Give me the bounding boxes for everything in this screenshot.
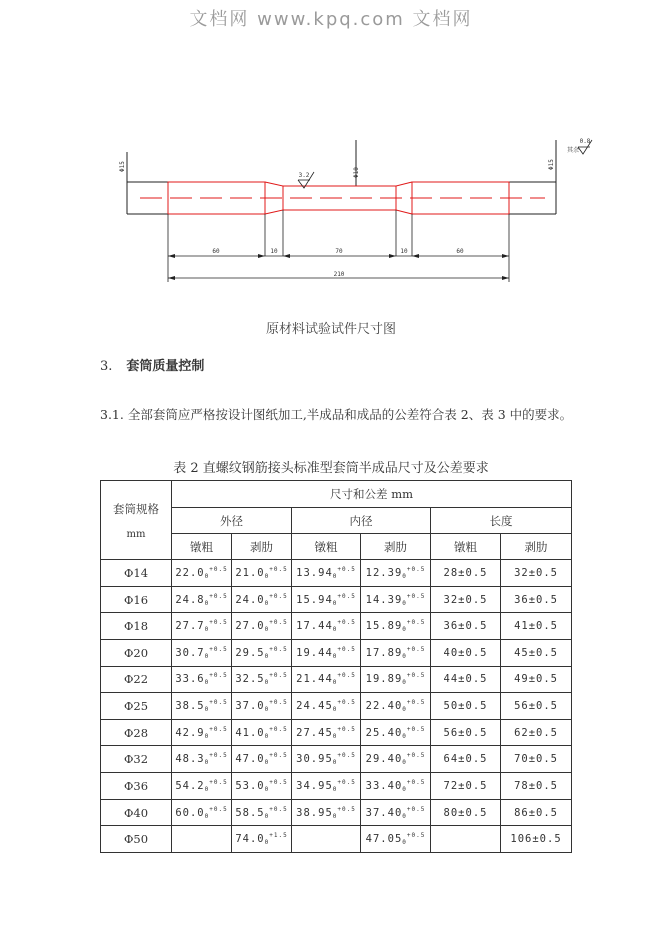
specimen-drawing (0, 0, 662, 300)
roughness-mid: 3.2 (298, 172, 310, 179)
cell-od-upset (172, 666, 232, 693)
cell-od-upset-value: 54.2 (175, 779, 205, 792)
cell-id-stripped-lower-tol: 0 (402, 572, 407, 580)
cell-id-upset-lower-tol: 0 (332, 732, 338, 740)
cell-id-stripped (361, 746, 431, 773)
cell-id-upset-lower-tol: 0 (332, 812, 338, 820)
cell-id-stripped-lower-tol: 0 (402, 706, 407, 714)
dim-70: 70 (335, 248, 343, 255)
cell-od-upset-upper-tol: +0.5 (209, 778, 228, 786)
cell-length-stripped: 32±0.5 (501, 560, 572, 587)
table-row (101, 586, 572, 613)
cell-length-stripped: 106±0.5 (501, 826, 572, 853)
cell-od-stripped-upper-tol: +0.5 (269, 805, 288, 813)
cell-od-upset-lower-tol: 0 (204, 759, 210, 767)
cell-id-stripped-upper-tol: +0.5 (406, 592, 426, 600)
cell-od-upset-upper-tol: +0.5 (209, 672, 228, 680)
table-row (101, 746, 572, 773)
cell-id-stripped-lower-tol: 0 (402, 759, 407, 767)
cell-spec: Φ18 (101, 613, 172, 640)
cell-length-upset: 40±0.5 (431, 639, 501, 666)
cell-od-stripped-value: 74.0 (235, 833, 265, 846)
cell-length-upset: 36±0.5 (431, 613, 501, 640)
cell-id-upset (292, 639, 361, 666)
roughness-other-label: 其余 (567, 147, 580, 154)
cell-od-upset-value: 42.9 (175, 726, 205, 739)
cell-id-stripped-value: 19.89 (365, 673, 403, 686)
tolerance-table (100, 480, 572, 853)
cell-id-stripped-upper-tol: +0.5 (406, 752, 426, 760)
cell-od-upset-upper-tol: +0.5 (209, 645, 228, 653)
cell-spec: Φ22 (101, 666, 172, 693)
cell-id-upset-lower-tol: 0 (332, 706, 338, 714)
cell-od-stripped (232, 639, 292, 666)
table-row (101, 560, 572, 587)
cell-od-stripped-lower-tol: 0 (264, 812, 270, 820)
cell-od-upset (172, 586, 232, 613)
cell-id-upset (292, 586, 361, 613)
cell-id-upset-value: 13.94 (296, 566, 333, 579)
cell-od-stripped (232, 826, 292, 853)
cell-od-upset-lower-tol: 0 (204, 785, 210, 793)
cell-length-upset: 32±0.5 (431, 586, 501, 613)
cell-id-upset-lower-tol: 0 (332, 785, 338, 793)
cell-od-stripped-value: 27.0 (235, 620, 265, 633)
cell-id-stripped-lower-tol: 0 (402, 679, 407, 687)
cell-od-stripped (232, 560, 292, 587)
cell-od-upset (172, 826, 232, 853)
cell-id-stripped-value: 33.40 (365, 779, 403, 792)
cell-od-stripped (232, 613, 292, 640)
cell-od-stripped-lower-tol: 0 (264, 759, 270, 767)
cell-od-stripped-value: 41.0 (235, 726, 265, 739)
cell-od-upset (172, 799, 232, 826)
cell-spec: Φ50 (101, 826, 172, 853)
cell-id-stripped-lower-tol: 0 (402, 732, 407, 740)
cell-od-stripped-upper-tol: +0.5 (269, 699, 288, 707)
cell-id-stripped-value: 17.89 (365, 646, 403, 659)
cell-od-upset-lower-tol: 0 (204, 732, 210, 740)
cell-od-stripped-value: 32.5 (235, 673, 265, 686)
header-spec-line2: mm (126, 528, 146, 540)
table-row (101, 799, 572, 826)
cell-id-upset-upper-tol: +0.5 (337, 619, 356, 627)
table-row (101, 693, 572, 720)
sub-header: 镦粗 (172, 534, 232, 560)
diam-left: Φ15 (119, 161, 126, 172)
cell-length-stripped: 36±0.5 (501, 586, 572, 613)
cell-od-stripped-value: 24.0 (235, 593, 265, 606)
dim-10-right: 10 (400, 248, 408, 255)
table-row (101, 613, 572, 640)
cell-od-upset-lower-tol: 0 (204, 679, 210, 687)
cell-id-stripped-value: 14.39 (365, 593, 403, 606)
cell-id-upset-upper-tol: +0.5 (337, 645, 356, 653)
cell-id-upset-lower-tol: 0 (332, 759, 338, 767)
cell-id-upset-value: 19.44 (296, 646, 333, 659)
cell-id-stripped-lower-tol: 0 (402, 785, 407, 793)
cell-spec: Φ28 (101, 719, 172, 746)
cell-id-stripped-lower-tol: 0 (402, 839, 407, 847)
cell-id-stripped (361, 560, 431, 587)
cell-od-stripped-upper-tol: +0.5 (269, 752, 288, 760)
cell-id-stripped-upper-tol: +0.5 (406, 672, 426, 680)
cell-length-stripped: 62±0.5 (501, 719, 572, 746)
cell-id-stripped (361, 826, 431, 853)
cell-od-stripped-value: 21.0 (235, 566, 265, 579)
cell-id-stripped (361, 666, 431, 693)
cell-spec: Φ16 (101, 586, 172, 613)
cell-id-upset-upper-tol: +0.5 (337, 672, 356, 680)
cell-id-stripped-lower-tol: 0 (402, 812, 407, 820)
cell-id-stripped-upper-tol: +0.5 (406, 645, 426, 653)
cell-length-upset: 64±0.5 (431, 746, 501, 773)
cell-spec: Φ20 (101, 639, 172, 666)
cell-od-stripped (232, 586, 292, 613)
cell-id-stripped-upper-tol: +0.5 (406, 699, 426, 707)
cell-id-upset-value: 24.45 (296, 700, 333, 713)
cell-id-stripped-value: 47.05 (365, 833, 403, 846)
cell-length-stripped: 49±0.5 (501, 666, 572, 693)
cell-id-upset-lower-tol: 0 (332, 572, 338, 580)
cell-spec: Φ32 (101, 746, 172, 773)
cell-od-upset-upper-tol: +0.5 (209, 619, 228, 627)
cell-od-stripped (232, 746, 292, 773)
table-row (101, 719, 572, 746)
cell-id-upset (292, 799, 361, 826)
cell-length-stripped: 70±0.5 (501, 746, 572, 773)
cell-id-upset-value: 34.95 (296, 779, 333, 792)
cell-length-stripped: 86±0.5 (501, 799, 572, 826)
cell-length-upset: 72±0.5 (431, 773, 501, 800)
watermark: 文档网 www.kpq.com 文档网 (189, 9, 473, 30)
header-spec-line1: 套筒规格 (113, 501, 159, 516)
cell-id-upset-value: 30.95 (296, 753, 333, 766)
cell-id-stripped-upper-tol: +0.5 (406, 805, 426, 813)
cell-od-upset-value: 48.3 (175, 753, 205, 766)
cell-od-stripped-upper-tol: +0.5 (269, 778, 288, 786)
bar-outline (127, 140, 556, 214)
cell-id-upset (292, 746, 361, 773)
cell-id-upset-lower-tol: 0 (332, 626, 338, 634)
diam-mid: Φ10 (353, 167, 360, 178)
cell-length-upset: 28±0.5 (431, 560, 501, 587)
cell-length-stripped: 41±0.5 (501, 613, 572, 640)
cell-id-stripped-upper-tol: +0.5 (406, 619, 426, 627)
cell-length-upset (431, 826, 501, 853)
cell-id-upset-lower-tol: 0 (332, 679, 338, 687)
cell-spec: Φ36 (101, 773, 172, 800)
sub-header: 剥肋 (361, 534, 431, 560)
diam-right: Φ15 (548, 159, 555, 170)
cell-od-stripped-lower-tol: 0 (264, 839, 270, 847)
cell-od-stripped-upper-tol: +0.5 (269, 725, 288, 733)
section-number: 3. (100, 359, 113, 374)
cell-id-stripped-upper-tol: +0.5 (406, 832, 426, 840)
cell-id-upset (292, 666, 361, 693)
cell-id-stripped-upper-tol: +0.5 (406, 565, 426, 573)
cell-length-upset: 56±0.5 (431, 719, 501, 746)
cell-od-upset-value: 38.5 (175, 700, 205, 713)
section-heading (100, 355, 204, 374)
cell-od-upset-value: 33.6 (175, 673, 205, 686)
cell-od-upset-value: 27.7 (175, 620, 205, 633)
header-group-length: 长度 (431, 508, 572, 534)
cell-od-stripped-lower-tol: 0 (264, 626, 270, 634)
cell-od-upset (172, 560, 232, 587)
cell-od-stripped-value: 53.0 (235, 779, 265, 792)
cell-od-upset-value: 30.7 (175, 646, 205, 659)
dim-10-left: 10 (270, 248, 278, 255)
dim-60-right: 60 (456, 248, 464, 255)
dim-60-left: 60 (212, 248, 220, 255)
cell-id-stripped (361, 799, 431, 826)
cell-id-upset (292, 560, 361, 587)
cell-od-upset-lower-tol: 0 (204, 572, 210, 580)
cell-od-stripped-value: 47.0 (235, 753, 265, 766)
header-group-od: 外径 (172, 508, 292, 534)
figure-caption: 原材料试验试件尺寸图 (265, 322, 396, 337)
cell-od-stripped-lower-tol: 0 (264, 706, 270, 714)
cell-id-upset-value: 38.95 (296, 806, 333, 819)
cell-spec: Φ40 (101, 799, 172, 826)
cell-length-upset: 44±0.5 (431, 666, 501, 693)
cell-id-stripped-lower-tol: 0 (402, 652, 407, 660)
cell-od-upset (172, 613, 232, 640)
cell-id-upset-upper-tol: +0.5 (337, 699, 356, 707)
sub-header: 镦粗 (431, 534, 501, 560)
cell-od-stripped-lower-tol: 0 (264, 652, 270, 660)
table-row (101, 639, 572, 666)
cell-length-upset: 50±0.5 (431, 693, 501, 720)
cell-length-upset: 80±0.5 (431, 799, 501, 826)
cell-id-upset-upper-tol: +0.5 (337, 805, 356, 813)
cell-id-upset-upper-tol: +0.5 (337, 725, 356, 733)
cell-id-stripped-upper-tol: +0.5 (406, 725, 426, 733)
cell-od-upset-upper-tol: +0.5 (209, 752, 228, 760)
cell-id-upset-lower-tol: 0 (332, 599, 338, 607)
cell-id-upset (292, 719, 361, 746)
cell-od-stripped-value: 37.0 (235, 700, 265, 713)
cell-id-upset (292, 613, 361, 640)
table-row (101, 666, 572, 693)
cell-id-upset-lower-tol: 0 (332, 652, 338, 660)
cell-od-upset-upper-tol: +0.5 (209, 725, 228, 733)
cell-od-upset-lower-tol: 0 (204, 652, 210, 660)
cell-od-stripped-value: 58.5 (235, 806, 265, 819)
cell-length-stripped: 78±0.5 (501, 773, 572, 800)
header-spec (101, 481, 172, 560)
cell-od-stripped (232, 799, 292, 826)
cell-id-stripped (361, 613, 431, 640)
cell-od-stripped (232, 693, 292, 720)
cell-id-upset-upper-tol: +0.5 (337, 778, 356, 786)
cell-od-stripped-lower-tol: 0 (264, 732, 270, 740)
sub-header: 剥肋 (501, 534, 572, 560)
cell-id-stripped-lower-tol: 0 (402, 599, 407, 607)
cell-od-upset-lower-tol: 0 (204, 812, 210, 820)
cell-id-stripped-value: 12.39 (365, 566, 403, 579)
cell-od-upset-value: 60.0 (175, 806, 205, 819)
cell-od-upset (172, 746, 232, 773)
roughness-other-value: 0.8 (579, 138, 591, 145)
sub-header: 剥肋 (232, 534, 292, 560)
cell-od-stripped-lower-tol: 0 (264, 785, 270, 793)
cell-od-upset-value: 22.0 (175, 566, 205, 579)
cell-length-stripped: 56±0.5 (501, 693, 572, 720)
cell-od-upset (172, 693, 232, 720)
cell-id-stripped (361, 719, 431, 746)
cell-od-stripped-lower-tol: 0 (264, 599, 270, 607)
cell-id-stripped-value: 37.40 (365, 806, 403, 819)
cell-od-upset (172, 773, 232, 800)
cell-od-stripped-upper-tol: +0.5 (269, 565, 288, 573)
cell-od-stripped-lower-tol: 0 (264, 572, 270, 580)
cell-od-stripped (232, 719, 292, 746)
table-row (101, 826, 572, 853)
table-row (101, 773, 572, 800)
cell-id-stripped-value: 15.89 (365, 620, 403, 633)
cell-id-stripped-value: 25.40 (365, 726, 403, 739)
cell-od-stripped-value: 29.5 (235, 646, 265, 659)
cell-od-upset (172, 639, 232, 666)
cell-od-upset-lower-tol: 0 (204, 706, 210, 714)
cell-id-stripped (361, 693, 431, 720)
cell-id-stripped-value: 22.40 (365, 700, 403, 713)
cell-id-stripped-lower-tol: 0 (402, 626, 407, 634)
section-title: 套筒质量控制 (126, 359, 205, 374)
cell-od-upset-upper-tol: +0.5 (209, 699, 228, 707)
header-group-id: 内径 (292, 508, 431, 534)
cell-id-stripped (361, 586, 431, 613)
cell-od-stripped-upper-tol: +1.5 (269, 832, 288, 840)
paragraph-3-1: 3.1. 全部套筒应严格按设计图纸加工,半成品和成品的公差符合表 2、表 3 中的要求。 (100, 407, 573, 422)
cell-od-upset-lower-tol: 0 (204, 599, 210, 607)
cell-id-upset-value: 27.45 (296, 726, 333, 739)
cell-od-stripped-upper-tol: +0.5 (269, 619, 288, 627)
cell-id-upset-upper-tol: +0.5 (337, 752, 356, 760)
cell-id-stripped (361, 773, 431, 800)
cell-od-upset-value: 24.8 (175, 593, 205, 606)
dim-210: 210 (333, 271, 345, 278)
cell-od-upset-lower-tol: 0 (204, 626, 210, 634)
cell-id-upset (292, 693, 361, 720)
cell-od-upset-upper-tol: +0.5 (209, 592, 228, 600)
sub-header: 镦粗 (292, 534, 361, 560)
cell-od-stripped (232, 773, 292, 800)
cell-od-stripped-upper-tol: +0.5 (269, 672, 288, 680)
cell-id-upset-value: 21.44 (296, 673, 333, 686)
cell-id-stripped (361, 639, 431, 666)
cell-id-stripped-value: 29.40 (365, 753, 403, 766)
cell-od-stripped (232, 666, 292, 693)
table-caption: 表 2 直螺纹钢筋接头标准型套筒半成品尺寸及公差要求 (173, 461, 489, 476)
cell-id-upset-upper-tol: +0.5 (337, 592, 356, 600)
cell-length-stripped: 45±0.5 (501, 639, 572, 666)
cell-od-upset-upper-tol: +0.5 (209, 805, 228, 813)
cell-spec: Φ25 (101, 693, 172, 720)
cell-id-upset-value: 17.44 (296, 620, 333, 633)
cell-od-stripped-lower-tol: 0 (264, 679, 270, 687)
cell-id-upset (292, 773, 361, 800)
cell-id-upset-value: 15.94 (296, 593, 333, 606)
cell-od-upset (172, 719, 232, 746)
cell-od-stripped-upper-tol: +0.5 (269, 592, 288, 600)
cell-od-stripped-upper-tol: +0.5 (269, 645, 288, 653)
cell-id-upset (292, 826, 361, 853)
cell-spec: Φ14 (101, 560, 172, 587)
header-dims: 尺寸和公差 mm (172, 481, 572, 508)
cell-od-upset-upper-tol: +0.5 (209, 565, 228, 573)
cell-id-stripped-upper-tol: +0.5 (406, 778, 426, 786)
cell-id-upset-upper-tol: +0.5 (337, 565, 356, 573)
